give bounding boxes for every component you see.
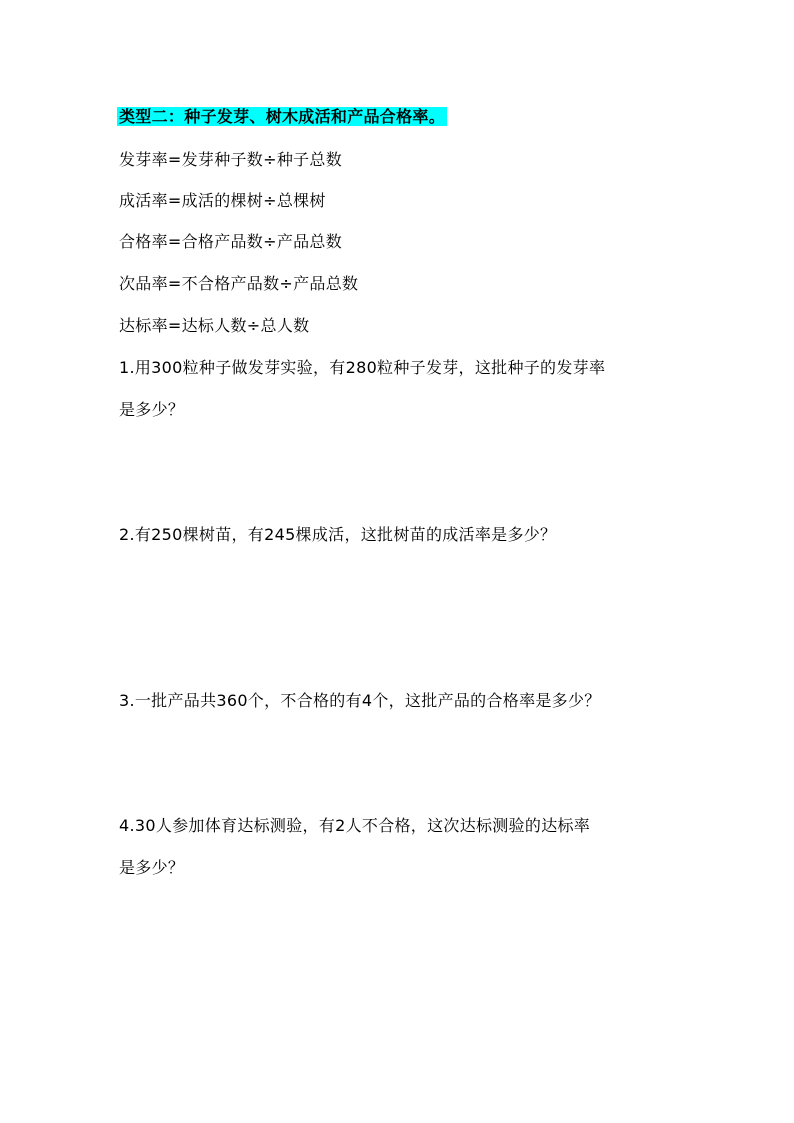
problem-1-line-1: 1.用300粒种子做发芽实验，有280粒种子发芽，这批种子的发芽率	[119, 358, 606, 377]
formula-germination-rate: 发芽率=发芽种子数÷种子总数	[119, 150, 343, 169]
problem-4-line-2: 是多少？	[119, 858, 185, 877]
problem-2-line-1: 2.有250棵树苗，有245棵成活，这批树苗的成活率是多少？	[119, 525, 557, 544]
problem-3-line-1: 3.一批产品共360个，不合格的有4个，这批产品的合格率是多少？	[119, 691, 601, 710]
section-title: 类型二：种子发芽、树木成活和产品合格率。	[119, 107, 446, 126]
problem-4-line-1: 4.30人参加体育达标测验，有2人不合格，这次达标测验的达标率	[119, 816, 591, 835]
formula-pass-rate: 合格率=合格产品数÷产品总数	[119, 232, 343, 251]
section-title-line	[119, 106, 447, 128]
formula-defect-rate: 次品率=不合格产品数÷产品总数	[119, 274, 359, 293]
problem-1-line-2: 是多少？	[119, 400, 185, 419]
formula-survival-rate: 成活率=成活的棵树÷总棵树	[119, 191, 326, 210]
formula-standard-rate: 达标率=达标人数÷总人数	[119, 316, 310, 335]
